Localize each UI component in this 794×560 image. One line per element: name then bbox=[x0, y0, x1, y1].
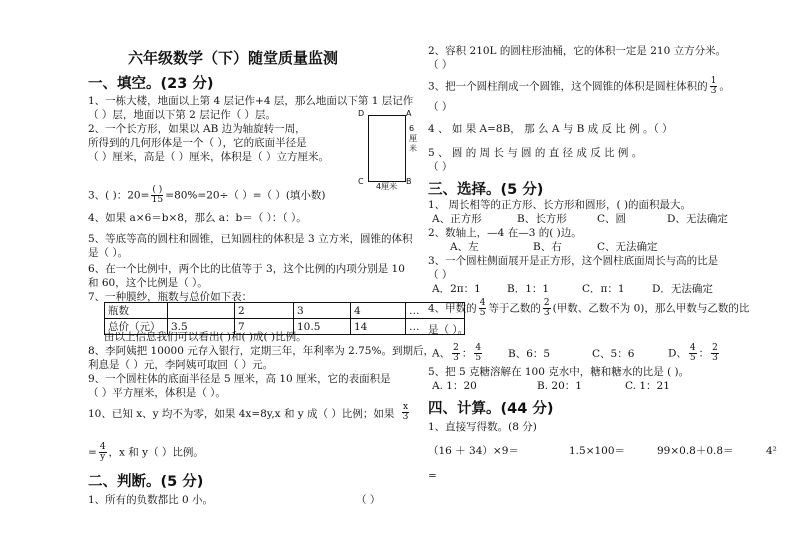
choice-q2: 2、数轴上，—4 在—3 的( )边。 bbox=[428, 227, 582, 239]
choice-q5: 5、把 5 克糖溶解在 100 克水中，糖和糖水的比是 ( )。 bbox=[428, 366, 690, 378]
calc-q1: 1、直接写得数。(8 分) bbox=[428, 421, 537, 433]
vertex-b: B bbox=[406, 177, 412, 186]
vertex-d: D bbox=[358, 109, 365, 118]
choice-q4-opt-d: D、 $\frac{4}{5}$ ： $\frac{2}{3}$ bbox=[668, 343, 718, 363]
judge-q1: 1、所有的负数都比 0 小。 bbox=[88, 494, 214, 506]
q10-line1: 10、已知 x、y 均不为零，如果 4x=8y,x 和 y 成（ ）比例；如果 bbox=[88, 408, 395, 420]
q1-line2: （ ）层，地面以下第 2 层记作（ ）层。 bbox=[88, 109, 277, 121]
judge-q3-line2: （ ） bbox=[428, 101, 453, 113]
bottom-length: 4厘米 bbox=[376, 182, 398, 191]
choice-q3-opt-b: B．1：1 bbox=[507, 283, 550, 295]
q7-conclusion: 由以上信息我们可以看出( )和( )成( )比例。 bbox=[104, 331, 307, 343]
choice-q1: 1、 周长相等的正方形、长方形和圆形，( )的面积最大。 bbox=[428, 199, 692, 211]
judge-q4: 4 、 如 果 A=8B， 那 么 A 与 B 成 反 比 例 。（ ） bbox=[428, 123, 673, 135]
choice-q5-opt-b: B. 20：1 bbox=[537, 380, 582, 392]
section-judge-heading: 二、判断。(5 分) bbox=[88, 474, 204, 490]
choice-q4-opt-c: C、5：6 bbox=[592, 348, 635, 360]
q3-fraction: $\frac{( )}{15}$ bbox=[151, 185, 164, 205]
choice-q3-opt-a: A．2π：1 bbox=[432, 283, 481, 295]
q2-line3: （ ）厘米，高是（ ）厘米，体积是（ ）立方厘米。 bbox=[88, 151, 330, 163]
vertex-c: C bbox=[358, 177, 364, 186]
calc-equals: = bbox=[428, 470, 437, 482]
vertex-a: A bbox=[406, 109, 412, 118]
section-fill-heading: 一、填空。(23 分) bbox=[88, 76, 214, 92]
choice-q4-opt-b: B、6：5 bbox=[508, 348, 551, 360]
judge-q3-line1: 3、把一个圆柱削成一个圆锥，这个圆锥的体积是圆柱体积的 $\frac{1}{3}$ 。 bbox=[428, 76, 730, 96]
q5-line1: 5、等底等高的圆柱和圆锥，已知圆柱的体积是 3 立方米，圆锥的体积 bbox=[88, 233, 413, 245]
section-choice-heading: 三、选择。(5 分) bbox=[428, 182, 544, 198]
judge-q5-line2: （ ） bbox=[428, 161, 453, 173]
q6-line2: 和 60，这个比例是（ ）。 bbox=[88, 277, 208, 289]
judge-q5-line1: 5 、 圆 的 周 长 与 圆 的 直 径 成 反 比 例 。 bbox=[428, 147, 643, 159]
judge-q1-paren: （ ） bbox=[356, 494, 381, 506]
choice-q5-opt-a: A. 1：20 bbox=[432, 380, 477, 392]
q4: 4、如果 a×6＝b×8，那么 a：b＝（ ）：（ ）。 bbox=[88, 212, 307, 224]
choice-q1-opt-c: C、圆 bbox=[597, 213, 627, 225]
section-calc-heading: 四、计算。(44 分) bbox=[428, 401, 554, 417]
calc-item-1: （16 ＋ 34）×9＝ bbox=[428, 445, 519, 457]
q3-prefix: 3、( )：20= bbox=[88, 189, 150, 202]
choice-q1-opt-d: D、无法确定 bbox=[667, 213, 728, 225]
q8-line2: 利息是（ ）元，李阿姨可取回（ ）元。 bbox=[88, 359, 274, 371]
choice-q3-line1: 3、一个圆柱侧面展开是正方形，这个圆柱底面周长与高的比是 bbox=[428, 255, 719, 267]
calc-item-3: 99×0.8＋0.8＝ bbox=[657, 445, 734, 457]
choice-q3-line2: （ ） bbox=[428, 269, 453, 281]
q9-line2: （ ）平方厘米，体积是（ ）。 bbox=[88, 387, 226, 399]
calc-item-4: 4² bbox=[766, 445, 777, 457]
choice-q1-opt-b: B、长方形 bbox=[517, 213, 567, 225]
choice-q4-line1: 4、甲数的 $\frac{4}{5}$ 等于乙数的 $\frac{2}{3}$ (甲数、乙数不为 0)，那么甲数与乙数的比 bbox=[428, 298, 750, 318]
choice-q2-opt-b: B、右 bbox=[533, 241, 562, 253]
judge-q2-line1: 2、容积 210L 的圆柱形油桶，它的体积一定是 210 立方分米。 bbox=[428, 45, 727, 57]
choice-q4-line2: 是（ ）。 bbox=[428, 324, 469, 336]
choice-q4-opt-a: A、 $\frac{2}{3}$ ： $\frac{4}{5}$ bbox=[432, 343, 482, 363]
page-title: 六年级数学（下）随堂质量监测 bbox=[128, 49, 339, 67]
q2-line1: 2、一个长方形，如果以 AB 边为轴旋转一周， bbox=[88, 123, 306, 135]
q7: 7、一种膜纱，瓶数与总价如下表： bbox=[88, 291, 253, 303]
judge-q2-line2: （ ） bbox=[428, 59, 453, 71]
choice-q3-opt-c: C．π：1 bbox=[582, 283, 625, 295]
q1-line1: 1、一栋大楼，地面以上第 4 层记作+4 层，那么地面以下第 1 层记作 bbox=[88, 95, 414, 107]
table-row: 总价（元） 3.5 7 10.5 14 … bbox=[105, 319, 465, 335]
q2-line2: 所得到的几何形体是一个（ ），它的底面半径是 bbox=[88, 137, 307, 149]
q10-fraction: $\frac{x}{3}$ bbox=[402, 402, 409, 422]
q8-line1: 8、李阿姨把 10000 元存入银行，定期三年，年利率为 2.75%。到期后， bbox=[88, 345, 434, 357]
side-length: 6厘米 bbox=[409, 124, 417, 153]
choice-q3-opt-d: D．无法确定 bbox=[652, 283, 713, 295]
calc-item-2: 1.5×100＝ bbox=[569, 445, 626, 457]
choice-q2-opt-c: C、无法确定 bbox=[597, 241, 658, 253]
q3 bbox=[88, 186, 326, 205]
q5-line2: 是（ ）。 bbox=[88, 247, 129, 259]
q9-line1: 9、一个圆柱体的底面半径是 5 厘米，高 10 厘米，它的表面积是 bbox=[88, 373, 391, 385]
choice-q2-opt-a: A、左 bbox=[450, 241, 479, 253]
q6-line1: 6、在一个比例中，两个比的比值等于 3，这个比例的内项分别是 10 bbox=[88, 263, 405, 275]
choice-q5-opt-c: C. 1：21 bbox=[625, 380, 670, 392]
q3-suffix: =80%=20÷（ ）=（ ）(填小数) bbox=[165, 189, 326, 202]
table-row: 瓶数 2 3 4 … bbox=[105, 303, 465, 319]
q10-line2: = $\frac{4}{y}$ ，x 和 y（ ）比例。 bbox=[88, 442, 204, 462]
choice-q1-opt-a: A、正方形 bbox=[432, 213, 482, 225]
